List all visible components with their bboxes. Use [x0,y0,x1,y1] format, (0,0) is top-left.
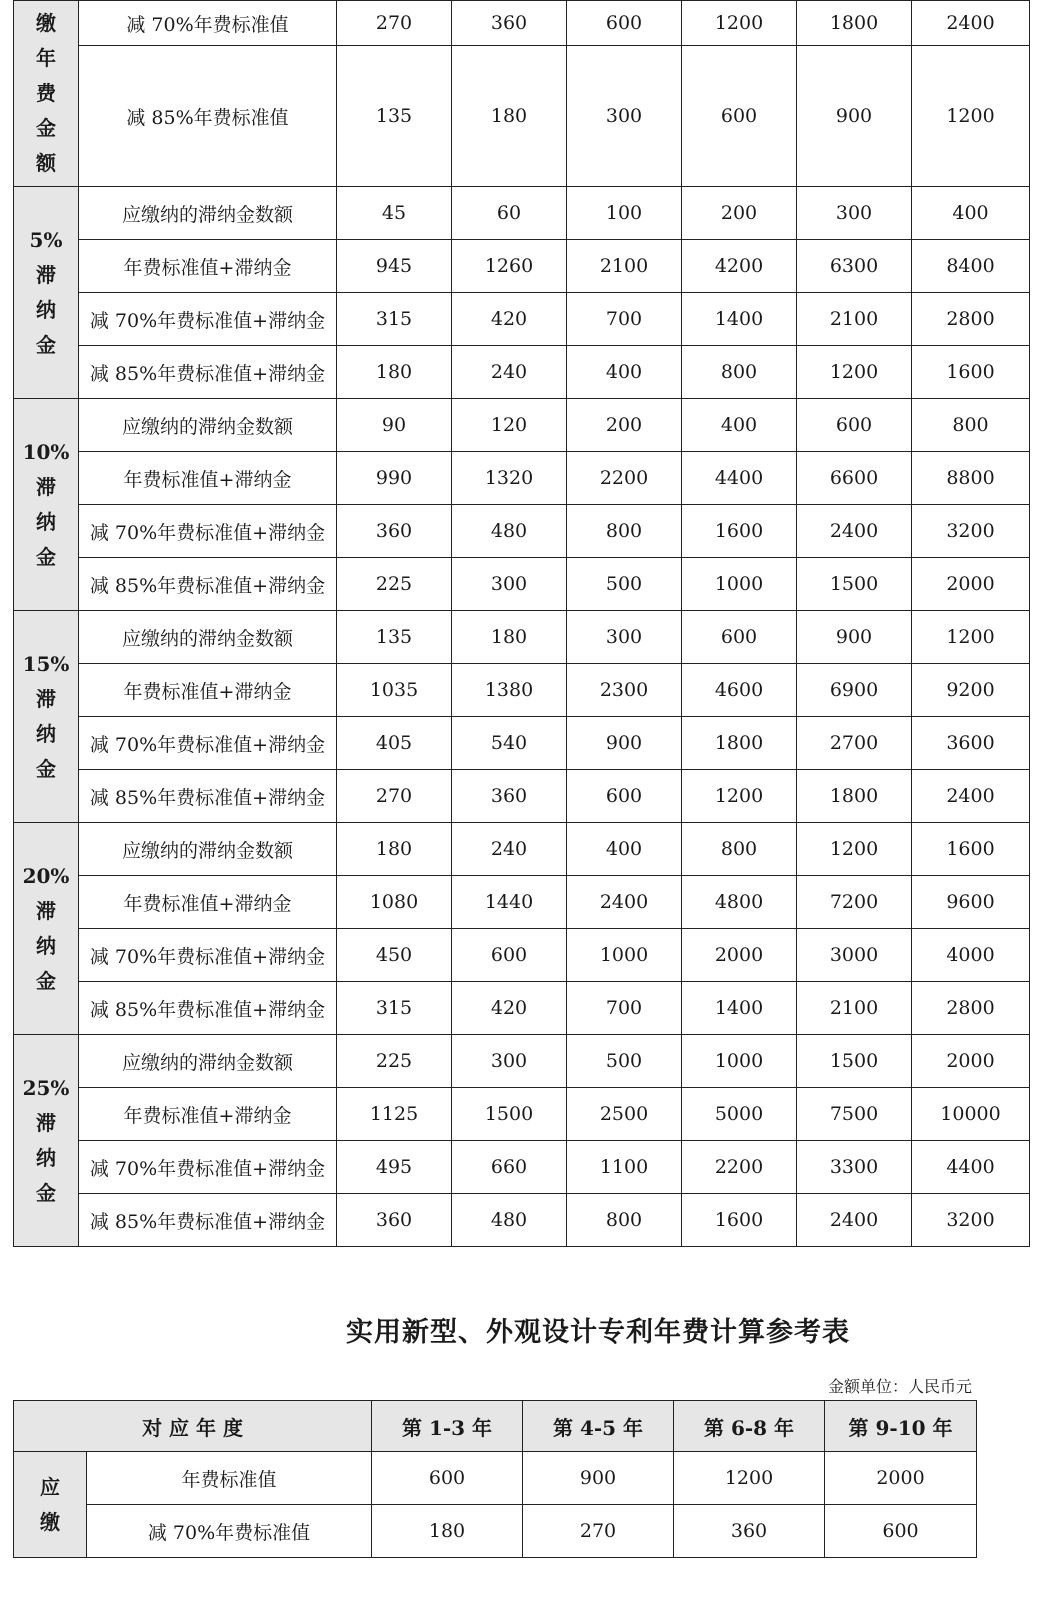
year-header-label: 对 应 年 度 [14,1401,372,1452]
table-row [14,346,1030,399]
table-cell: 900 [523,1452,674,1505]
column-header: 第 9-10 年 [825,1401,977,1452]
table-cell: 2100 [567,240,682,293]
table-cell: 1200 [912,611,1030,664]
table-cell: 180 [337,346,452,399]
table-cell: 60 [452,187,567,240]
table-row [14,611,1030,664]
table-cell: 700 [567,293,682,346]
table-cell: 1500 [797,558,912,611]
table-cell: 600 [567,1,682,46]
table-cell: 600 [567,770,682,823]
table-row [14,717,1030,770]
table-cell: 1200 [912,46,1030,187]
table-cell: 990 [337,452,452,505]
table-cell: 400 [682,399,797,452]
table-cell: 2400 [912,1,1030,46]
row-label: 减 70%年费标准值 [87,1505,372,1558]
table-cell: 360 [452,1,567,46]
row-label: 减 85%年费标准值 [79,46,337,187]
table-cell: 2800 [912,982,1030,1035]
table-cell: 800 [912,399,1030,452]
table-cell: 1200 [674,1452,825,1505]
table-cell: 270 [337,1,452,46]
table-cell: 10000 [912,1088,1030,1141]
table-row [14,1452,977,1505]
table-cell: 900 [797,46,912,187]
table-cell: 360 [337,505,452,558]
table-cell: 1000 [682,558,797,611]
table-row [14,1194,1030,1247]
table-cell: 400 [567,346,682,399]
table-cell: 200 [567,399,682,452]
table-cell: 300 [797,187,912,240]
table-cell: 420 [452,293,567,346]
table-cell: 1080 [337,876,452,929]
table-cell: 2100 [797,982,912,1035]
table-cell: 3200 [912,1194,1030,1247]
group-label: 15% 滞 纳 金 [14,611,79,823]
table-cell: 9200 [912,664,1030,717]
table-cell: 240 [452,346,567,399]
table-cell: 600 [682,611,797,664]
row-label: 减 70%年费标准值+滞纳金 [79,293,337,346]
table-cell: 1000 [567,929,682,982]
table-cell: 600 [372,1452,523,1505]
group-label: 5% 滞 纳 金 [14,187,79,399]
table-cell: 1400 [682,293,797,346]
table-cell: 4400 [682,452,797,505]
table-row [14,929,1030,982]
table-cell: 500 [567,558,682,611]
table-row [14,505,1030,558]
table-cell: 800 [682,823,797,876]
row-label: 减 85%年费标准值+滞纳金 [79,982,337,1035]
row-label: 减 70%年费标准值 [79,1,337,46]
row-label: 减 85%年费标准值+滞纳金 [79,346,337,399]
table-cell: 180 [372,1505,523,1558]
table-cell: 405 [337,717,452,770]
row-label: 应缴纳的滞纳金数额 [79,823,337,876]
table-cell: 2700 [797,717,912,770]
row-label: 减 85%年费标准值+滞纳金 [79,1194,337,1247]
table-cell: 6900 [797,664,912,717]
table-cell: 1260 [452,240,567,293]
table-cell: 2100 [797,293,912,346]
table-row [14,46,1030,187]
table-cell: 900 [567,717,682,770]
table-cell: 360 [674,1505,825,1558]
table-cell: 1800 [797,770,912,823]
table-cell: 1200 [682,1,797,46]
table-cell: 1320 [452,452,567,505]
table-cell: 270 [337,770,452,823]
table-cell: 180 [452,611,567,664]
table-cell: 8800 [912,452,1030,505]
table-cell: 7500 [797,1088,912,1141]
column-header: 第 4-5 年 [523,1401,674,1452]
table-cell: 1125 [337,1088,452,1141]
table-cell: 660 [452,1141,567,1194]
table-cell: 45 [337,187,452,240]
table-cell: 4600 [682,664,797,717]
table-row [14,558,1030,611]
row-label: 年费标准值+滞纳金 [79,1088,337,1141]
table-cell: 1600 [682,1194,797,1247]
row-label: 年费标准值+滞纳金 [79,240,337,293]
table-cell: 5000 [682,1088,797,1141]
table-cell: 8400 [912,240,1030,293]
table-cell: 100 [567,187,682,240]
table-cell: 180 [452,46,567,187]
table-cell: 2800 [912,293,1030,346]
table-cell: 600 [452,929,567,982]
column-header: 第 6-8 年 [674,1401,825,1452]
group-label: 25% 滞 纳 金 [14,1035,79,1247]
table-row [14,770,1030,823]
table-cell: 2400 [797,505,912,558]
table-cell: 1400 [682,982,797,1035]
table-row [14,982,1030,1035]
row-label: 年费标准值+滞纳金 [79,452,337,505]
group-label: 20% 滞 纳 金 [14,823,79,1035]
table-row [14,1035,1030,1088]
table-cell: 1100 [567,1141,682,1194]
table-cell: 300 [567,46,682,187]
annual-fee-table [13,0,1030,1247]
table-cell: 180 [337,823,452,876]
table-cell: 2200 [682,1141,797,1194]
table-cell: 1200 [682,770,797,823]
table-cell: 1800 [682,717,797,770]
row-label: 减 85%年费标准值+滞纳金 [79,558,337,611]
table-cell: 900 [797,611,912,664]
row-label: 应缴纳的滞纳金数额 [79,1035,337,1088]
table-cell: 4200 [682,240,797,293]
table-cell: 1500 [452,1088,567,1141]
table-cell: 3200 [912,505,1030,558]
table-cell: 800 [682,346,797,399]
row-label: 应缴纳的滞纳金数额 [79,187,337,240]
table-header-row [14,1401,977,1452]
table-cell: 2000 [912,1035,1030,1088]
table-cell: 2400 [912,770,1030,823]
table-cell: 1200 [797,346,912,399]
table-cell: 1600 [912,346,1030,399]
table-row [14,1505,977,1558]
table-cell: 1380 [452,664,567,717]
table-cell: 2000 [912,558,1030,611]
row-label: 应缴纳的滞纳金数额 [79,611,337,664]
table-cell: 400 [567,823,682,876]
table-row [14,1088,1030,1141]
table-cell: 9600 [912,876,1030,929]
table-cell: 300 [567,611,682,664]
table-cell: 600 [825,1505,977,1558]
annual-fee-table-body [14,1,1030,1247]
table-cell: 300 [452,1035,567,1088]
table-cell: 240 [452,823,567,876]
table-cell: 200 [682,187,797,240]
table-cell: 480 [452,505,567,558]
table-cell: 90 [337,399,452,452]
table-row [14,1,1030,46]
column-header: 第 1-3 年 [372,1401,523,1452]
reference-table-title: 实用新型、外观设计专利年费计算参考表 [346,1317,850,1348]
table-cell: 400 [912,187,1030,240]
table-row [14,823,1030,876]
table-cell: 945 [337,240,452,293]
table-row [14,240,1030,293]
table-cell: 270 [523,1505,674,1558]
table-row [14,293,1030,346]
table-cell: 1200 [797,823,912,876]
table-row [14,452,1030,505]
table-cell: 3600 [912,717,1030,770]
table-cell: 495 [337,1141,452,1194]
row-label: 减 70%年费标准值+滞纳金 [79,929,337,982]
table-row [14,399,1030,452]
table-cell: 315 [337,293,452,346]
table-cell: 600 [682,46,797,187]
table-cell: 1800 [797,1,912,46]
table-row [14,664,1030,717]
table-cell: 6300 [797,240,912,293]
table-cell: 1000 [682,1035,797,1088]
table-cell: 700 [567,982,682,1035]
table-row [14,876,1030,929]
table-cell: 1440 [452,876,567,929]
row-label: 应缴纳的滞纳金数额 [79,399,337,452]
table-cell: 315 [337,982,452,1035]
table-cell: 1035 [337,664,452,717]
row-label: 年费标准值+滞纳金 [79,664,337,717]
row-label: 年费标准值 [87,1452,372,1505]
table-cell: 225 [337,1035,452,1088]
table-cell: 2400 [567,876,682,929]
table-cell: 3000 [797,929,912,982]
table-cell: 500 [567,1035,682,1088]
table-row [14,1141,1030,1194]
table-cell: 1600 [912,823,1030,876]
table-cell: 135 [337,46,452,187]
table-cell: 2000 [682,929,797,982]
table-cell: 1600 [682,505,797,558]
table-cell: 4000 [912,929,1030,982]
table-cell: 2000 [825,1452,977,1505]
row-label: 年费标准值+滞纳金 [79,876,337,929]
table-cell: 2500 [567,1088,682,1141]
table-cell: 2400 [797,1194,912,1247]
table-cell: 360 [452,770,567,823]
utility-design-fee-table [13,1400,977,1558]
table-cell: 1500 [797,1035,912,1088]
table-cell: 600 [797,399,912,452]
table-row [14,187,1030,240]
row-label: 减 70%年费标准值+滞纳金 [79,505,337,558]
row-label: 减 70%年费标准值+滞纳金 [79,1141,337,1194]
table-cell: 300 [452,558,567,611]
table-cell: 7200 [797,876,912,929]
utility-design-fee-table-body [14,1401,977,1558]
table-cell: 6600 [797,452,912,505]
table-cell: 4800 [682,876,797,929]
group-label: 10% 滞 纳 金 [14,399,79,611]
table-cell: 225 [337,558,452,611]
table-cell: 800 [567,1194,682,1247]
table-cell: 2300 [567,664,682,717]
table-cell: 800 [567,505,682,558]
table-cell: 540 [452,717,567,770]
table-cell: 360 [337,1194,452,1247]
table-cell: 420 [452,982,567,1035]
table-cell: 480 [452,1194,567,1247]
table-cell: 135 [337,611,452,664]
currency-unit-note: 金额单位：人民币元 [827,1377,972,1396]
row-label: 减 85%年费标准值+滞纳金 [79,770,337,823]
table-cell: 120 [452,399,567,452]
row-label: 减 70%年费标准值+滞纳金 [79,717,337,770]
table-cell: 450 [337,929,452,982]
table-cell: 2200 [567,452,682,505]
group-label: 应 缴 [14,1452,87,1558]
table-cell: 3300 [797,1141,912,1194]
table-cell: 4400 [912,1141,1030,1194]
group-label: 缴 年 费 金 额 [14,1,79,187]
